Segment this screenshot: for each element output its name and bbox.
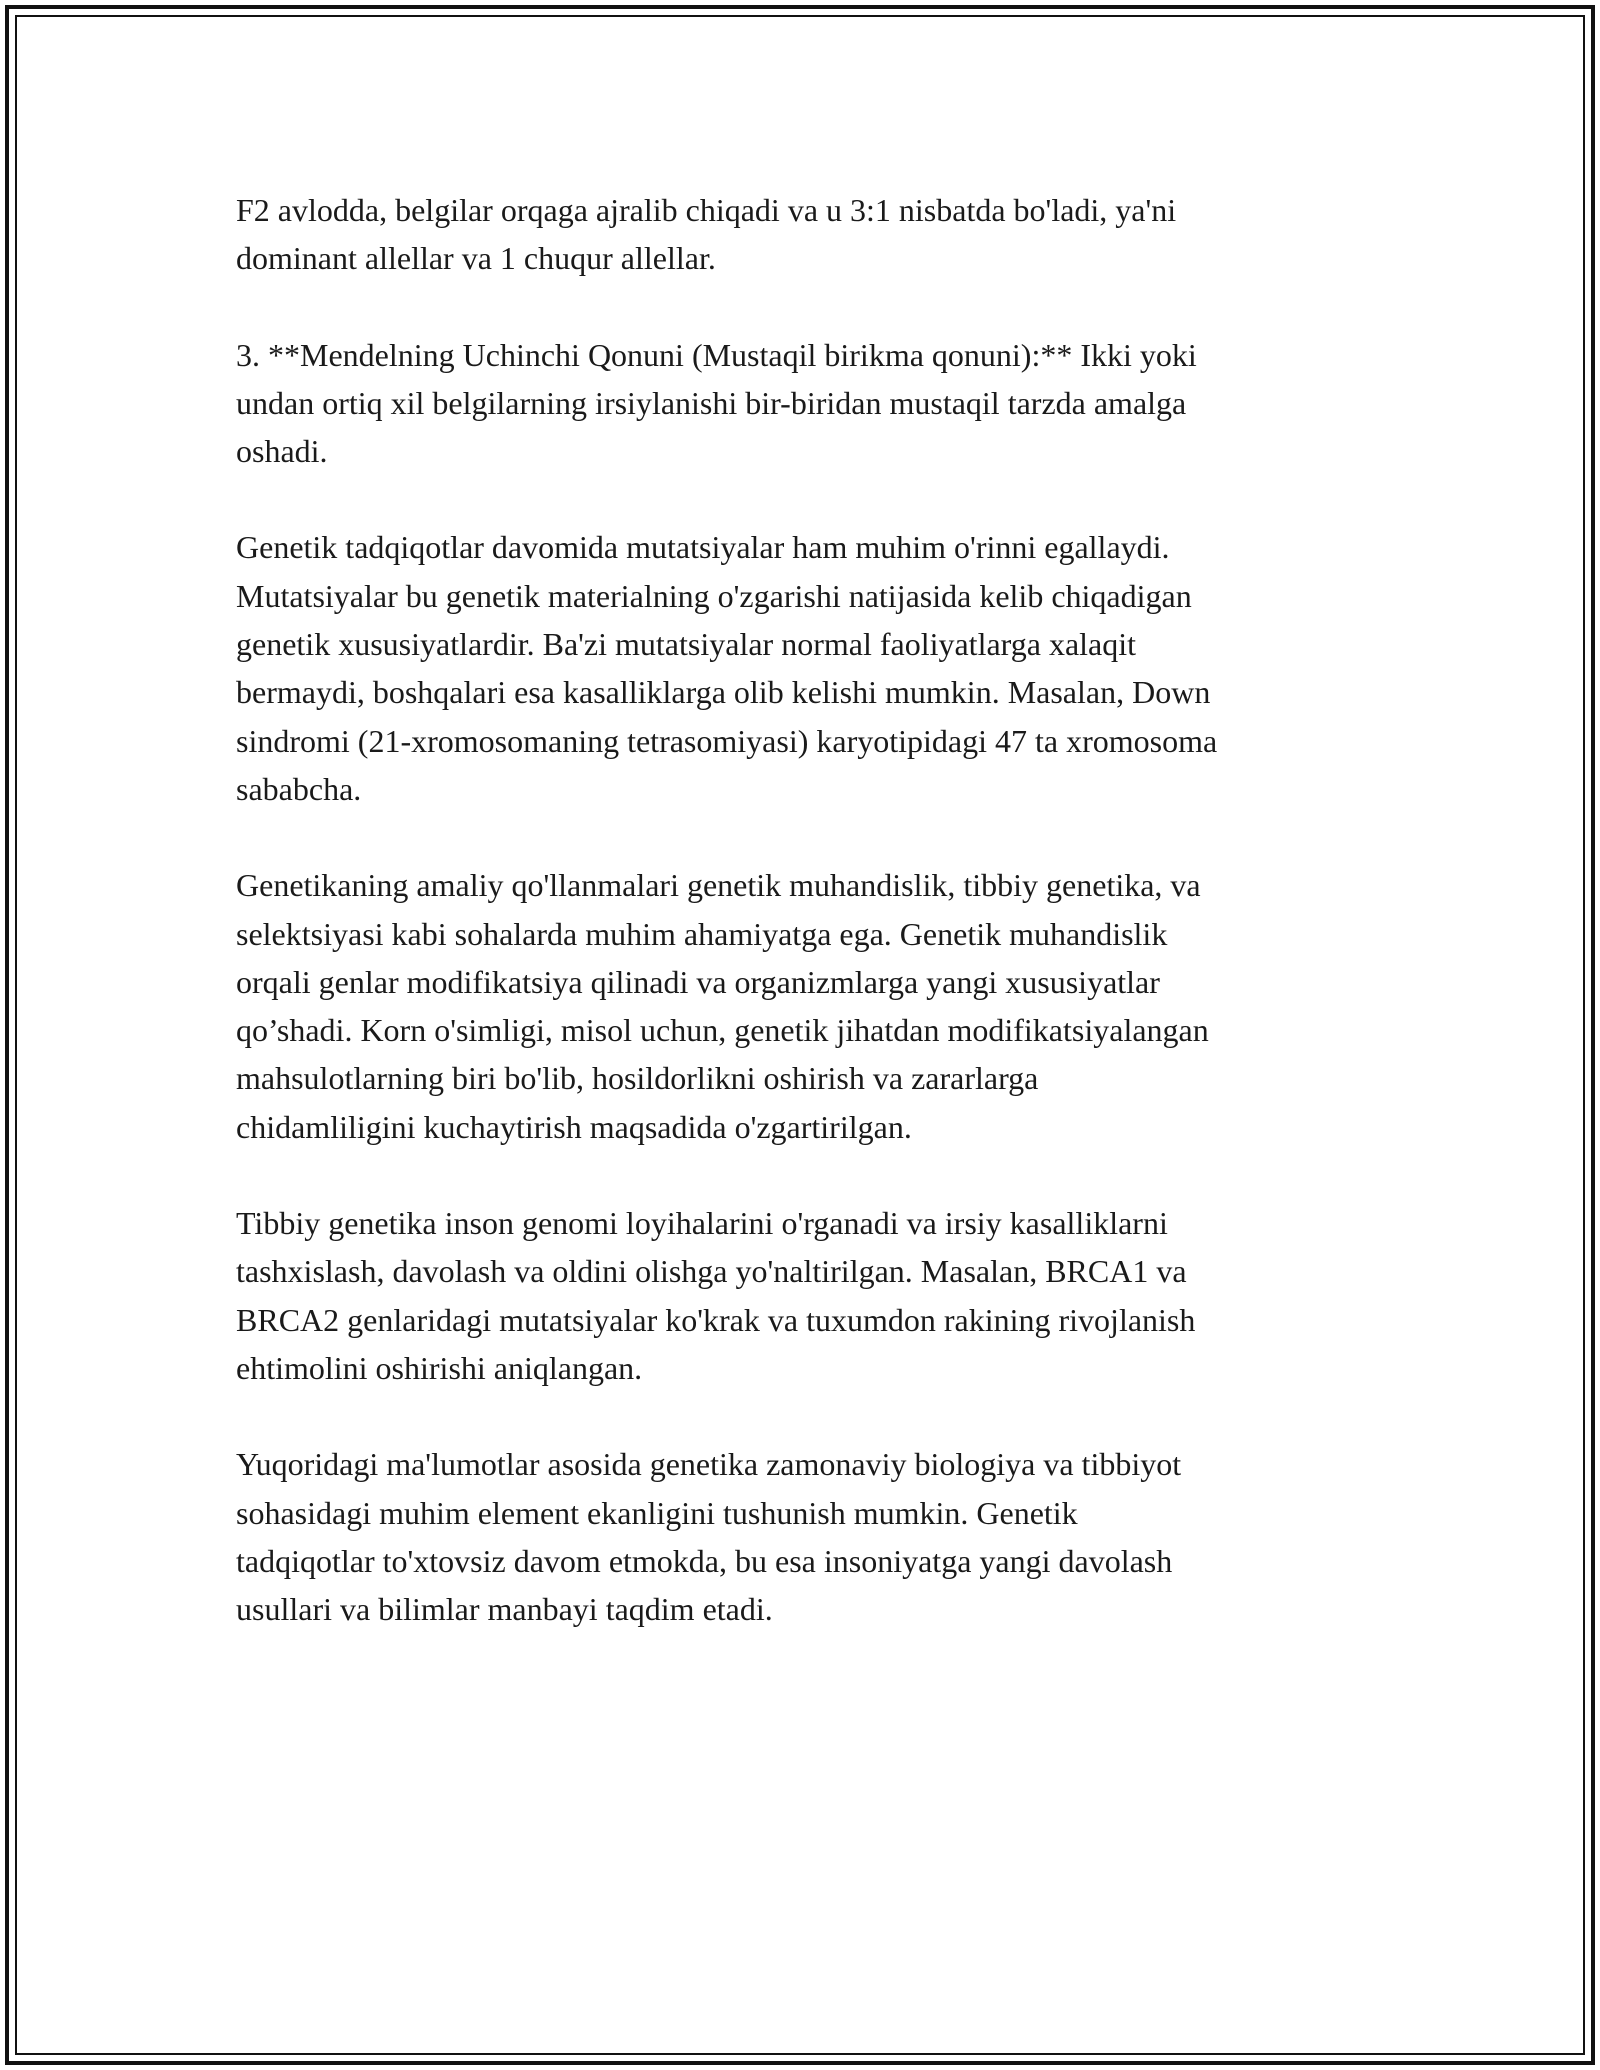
paragraph-f2-generation: F2 avlodda, belgilar orqaga ajralib chiqadi va u 3:1 nisbatda bo'ladi, ya'ni dominant allellar va 1 chuqur allellar. [236,192,1177,277]
paragraph-mendel-third-law: 3. **Mendelning Uchinchi Qonuni (Mustaqil birikma qonuni):** Ikki yoki undan ortiq xil belgilarning irsiylanishi bir-biridan mustaqil tarzda amalga oshadi. [236,336,1197,470]
paragraph-applied-genetics: Genetikaning amaliy qo'llanmalari genetik muhandislik, tibbiy genetika, va selektsiyasi kabi sohalarda muhim ahamiyatga ega. Genetik muhandislik orqali genlar modifikatsiya qilinadi va organizmlarga yangi xususiyatlar qo’shadi. Korn o'simligi, misol uchun, genetik jihatdan modifikatsiyalangan mahsulotlarning biri bo'lib, hosildorlikni oshirish va zararlarga chidamliligini kuchaytirish maqsadida o'zgartirilgan. [236,867,1209,1145]
paragraph-mutations: Genetik tadqiqotlar davomida mutatsiyalar ham muhim o'rinni egallaydi. Mutatsiyalar bu genetik materialning o'zgarishi natijasida kelib chiqadigan genetik xususiyatlardir. Ba'zi mutatsiyalar normal faoliyatlarga xalaqit bermaydi, boshqalari esa kasalliklarga olib kelishi mumkin. Masalan, Down sindromi (21-xromosomaning tetrasomiyasi) karyotipidagi 47 ta xromosoma sababcha. [236,529,1218,807]
document-body [236,186,1366,1681]
paragraph-conclusion: Yuqoridagi ma'lumotlar asosida genetika zamonaviy biologiya va tibbiyot sohasidagi muhim element ekanligini tushunish mumkin. Genetik tadqiqotlar to'xtovsiz davom etmokda, bu esa insoniyatga yangi davolash usullari va bilimlar manbayi taqdim etadi. [236,1446,1182,1628]
paragraph-medical-genetics: Tibbiy genetika inson genomi loyihalarini o'rganadi va irsiy kasalliklarni tashxislash, davolash va oldini olishga yo'naltirilgan. Masalan, BRCA1 va BRCA2 genlaridagi mutatsiyalar ko'krak va tuxumdon rakining rivojlanish ehtimolini oshirishi aniqlangan. [236,1205,1196,1386]
